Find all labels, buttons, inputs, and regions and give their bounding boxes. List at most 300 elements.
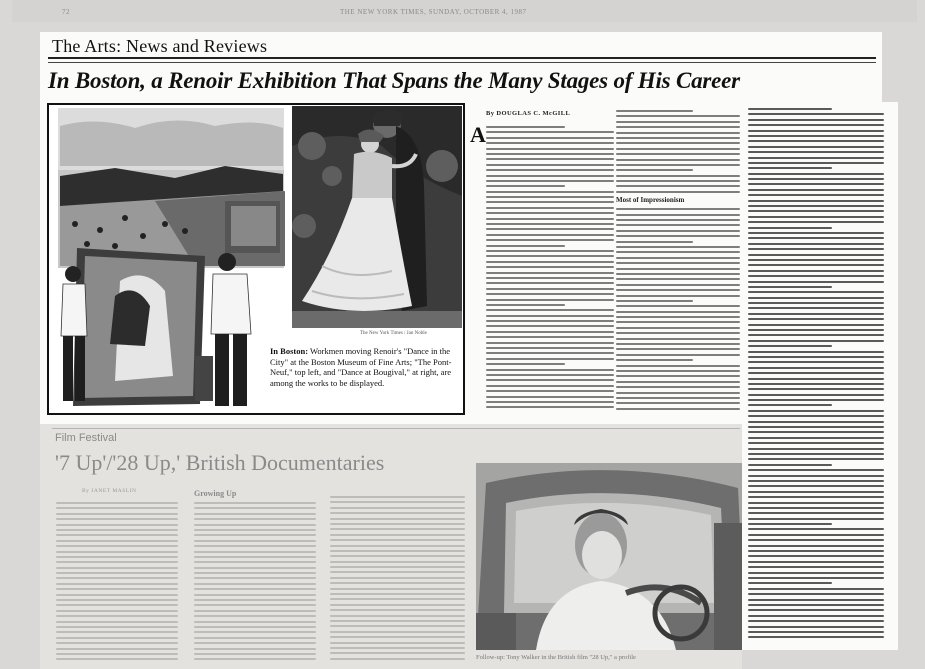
- text-line: [616, 408, 740, 410]
- lower-headline: '7 Up'/'28 Up,' British Documentaries: [55, 450, 385, 475]
- text-line: [56, 631, 178, 633]
- text-line: [616, 262, 740, 264]
- text-line: [748, 615, 884, 617]
- text-line: [486, 191, 614, 193]
- text-line: [748, 561, 884, 563]
- text-line: [194, 648, 316, 650]
- text-line: [486, 320, 614, 322]
- text-line: [616, 332, 740, 334]
- text-line: [194, 642, 316, 644]
- photo-caption: [270, 346, 460, 388]
- text-line: [330, 501, 465, 503]
- text-line: [56, 524, 178, 526]
- text-line: [486, 137, 614, 139]
- lower-kicker: Film Festival: [55, 432, 117, 444]
- text-line: [616, 219, 740, 221]
- text-line: [748, 372, 884, 374]
- text-line: [748, 539, 884, 541]
- text-line: [616, 289, 740, 291]
- text-line: [616, 164, 740, 166]
- text-line: [194, 658, 316, 660]
- text-line: [56, 567, 178, 569]
- text-line: [56, 626, 178, 628]
- text-line: [486, 164, 614, 166]
- text-line: [194, 588, 316, 590]
- lower-text-column-3: [330, 496, 465, 662]
- text-line: [616, 115, 740, 117]
- text-line: [616, 278, 740, 280]
- text-line: [486, 148, 614, 150]
- text-line: [330, 555, 465, 557]
- text-line: [748, 210, 884, 212]
- text-line: [748, 534, 884, 536]
- text-line: [748, 464, 832, 466]
- text-line: [748, 469, 884, 471]
- text-line: [486, 158, 614, 160]
- text-line: [748, 237, 884, 239]
- text-line: [748, 599, 884, 601]
- text-line: [194, 626, 316, 628]
- text-line: [486, 223, 614, 225]
- text-line: [330, 518, 465, 520]
- text-line: [748, 437, 884, 439]
- text-line: [748, 404, 832, 406]
- text-line: [330, 642, 465, 644]
- text-line: [330, 523, 465, 525]
- text-line: [330, 598, 465, 600]
- text-line: [748, 227, 832, 229]
- text-line: [748, 421, 884, 423]
- text-line: [56, 658, 178, 660]
- text-line: [616, 257, 740, 259]
- text-line: [486, 126, 565, 128]
- text-line: [748, 173, 884, 175]
- text-line: [748, 318, 884, 320]
- text-line: [748, 340, 884, 342]
- text-line: [748, 248, 884, 250]
- text-line: [56, 637, 178, 639]
- text-line: [748, 183, 884, 185]
- text-line: [486, 336, 614, 338]
- text-line: [616, 191, 740, 193]
- text-line: [748, 518, 884, 520]
- text-line: [748, 604, 884, 606]
- text-line: [330, 593, 465, 595]
- masthead-line: THE NEW YORK TIMES, SUNDAY, OCTOBER 4, 1987: [340, 8, 527, 16]
- text-line: [748, 367, 884, 369]
- text-line: [56, 604, 178, 606]
- lower-text-column-2: [194, 502, 316, 662]
- text-line: [194, 631, 316, 633]
- text-line: [748, 491, 884, 493]
- text-line: [330, 561, 465, 563]
- text-line: [748, 572, 884, 574]
- text-line: [748, 496, 884, 498]
- text-line: [194, 540, 316, 542]
- text-line: [616, 132, 740, 134]
- text-line: [616, 300, 693, 302]
- text-line: [748, 545, 884, 547]
- text-line: [748, 588, 884, 590]
- text-line: [56, 572, 178, 574]
- text-line: [486, 234, 614, 236]
- text-line: [616, 305, 740, 307]
- text-line: [486, 390, 614, 392]
- text-line: [194, 556, 316, 558]
- text-line: [616, 230, 740, 232]
- text-line: [748, 528, 884, 530]
- text-line: [56, 615, 178, 617]
- text-line: [748, 453, 884, 455]
- text-line: [486, 304, 565, 306]
- text-line: [194, 518, 316, 520]
- text-line: [748, 146, 884, 148]
- text-line: [616, 381, 740, 383]
- text-line: [748, 383, 884, 385]
- text-line: [748, 291, 884, 293]
- car-photo-caption: Follow-up: Tony Walker in the British film "28 Up," a profile: [476, 654, 636, 661]
- text-line: [486, 228, 614, 230]
- text-line: [748, 577, 884, 579]
- text-line: [486, 175, 614, 177]
- text-line: [486, 342, 614, 344]
- text-line: [486, 385, 614, 387]
- text-line: [616, 273, 740, 275]
- text-line: [194, 621, 316, 623]
- text-line: [330, 604, 465, 606]
- text-line: [330, 615, 465, 617]
- text-line: [56, 540, 178, 542]
- text-line: [486, 347, 614, 349]
- text-line: [194, 583, 316, 585]
- text-line: [194, 572, 316, 574]
- text-line: [616, 137, 740, 139]
- text-line: [748, 130, 884, 132]
- text-line: [56, 502, 178, 504]
- text-line: [486, 255, 614, 257]
- text-line: [748, 221, 884, 223]
- text-line: [748, 345, 832, 347]
- text-line: [330, 577, 465, 579]
- text-line: [194, 567, 316, 569]
- text-line: [616, 126, 740, 128]
- text-line: [748, 194, 884, 196]
- text-line: [616, 153, 740, 155]
- text-line: [748, 297, 884, 299]
- text-line: [56, 594, 178, 596]
- text-line: [748, 307, 884, 309]
- text-line: [56, 561, 178, 563]
- section-rule: [48, 57, 876, 59]
- text-line: [56, 551, 178, 553]
- text-line: [616, 180, 740, 182]
- text-line: [330, 631, 465, 633]
- section-rule-thin: [48, 62, 876, 63]
- article-subhead: Most of Impressionism: [616, 196, 685, 205]
- text-line: [194, 599, 316, 601]
- text-line: [486, 331, 614, 333]
- text-line: [330, 566, 465, 568]
- text-line: [748, 232, 884, 234]
- text-line: [616, 185, 740, 187]
- text-line: [616, 284, 740, 286]
- text-line: [616, 365, 740, 367]
- text-line: [56, 545, 178, 547]
- text-line: [330, 582, 465, 584]
- article-byline: By DOUGLAS C. McGILL: [486, 110, 571, 117]
- text-line: [194, 513, 316, 515]
- text-line: [748, 124, 884, 126]
- text-line: [748, 270, 884, 272]
- text-line: [616, 159, 740, 161]
- text-line: [616, 214, 740, 216]
- text-line: [194, 561, 316, 563]
- text-line: [748, 356, 884, 358]
- text-line: [748, 566, 884, 568]
- text-line: [748, 135, 884, 137]
- text-line: [748, 550, 884, 552]
- text-line: [616, 241, 693, 243]
- text-line: [194, 551, 316, 553]
- text-line: [194, 507, 316, 509]
- text-line: [330, 496, 465, 498]
- text-line: [748, 167, 832, 169]
- text-line: [748, 254, 884, 256]
- text-line: [616, 148, 740, 150]
- text-line: [486, 299, 614, 301]
- text-line: [486, 185, 565, 187]
- text-line: [616, 121, 740, 123]
- text-line: [56, 556, 178, 558]
- text-line: [748, 334, 884, 336]
- text-line: [330, 620, 465, 622]
- text-line: [616, 343, 740, 345]
- text-line: [748, 502, 884, 504]
- text-line: [56, 518, 178, 520]
- text-line: [486, 325, 614, 327]
- text-line: [486, 180, 614, 182]
- article-headline: In Boston, a Renoir Exhibition That Spans the Many Stages of His Career: [48, 68, 740, 93]
- text-line: [748, 275, 884, 277]
- text-line: [330, 539, 465, 541]
- text-line: [748, 442, 884, 444]
- text-line: [56, 583, 178, 585]
- text-line: [748, 609, 884, 611]
- text-line: [330, 652, 465, 654]
- text-line: [748, 151, 884, 153]
- text-line: [748, 415, 884, 417]
- text-line: [56, 507, 178, 509]
- text-line: [330, 647, 465, 649]
- text-line: [56, 599, 178, 601]
- text-line: [748, 458, 884, 460]
- text-column-3: [748, 108, 884, 646]
- text-line: [748, 259, 884, 261]
- text-line: [486, 196, 614, 198]
- text-line: [194, 545, 316, 547]
- text-line: [616, 295, 740, 297]
- text-line: [748, 378, 884, 380]
- car-photo: [476, 463, 746, 650]
- text-line: [486, 352, 614, 354]
- text-line: [748, 281, 884, 283]
- text-line: [748, 555, 884, 557]
- photo-credit: The New York Times / Jan Noble: [360, 331, 427, 336]
- text-line: [486, 401, 614, 403]
- text-line: [616, 246, 740, 248]
- text-line: [748, 313, 884, 315]
- text-line: [330, 534, 465, 536]
- text-line: [194, 615, 316, 617]
- text-line: [486, 369, 614, 371]
- text-line: [748, 205, 884, 207]
- text-line: [194, 594, 316, 596]
- text-line: [748, 523, 832, 525]
- text-line: [748, 108, 832, 110]
- text-line: [748, 507, 884, 509]
- text-line: [486, 207, 614, 209]
- text-line: [748, 512, 884, 514]
- text-line: [330, 512, 465, 514]
- text-line: [330, 625, 465, 627]
- text-line: [56, 534, 178, 536]
- text-line: [748, 324, 884, 326]
- text-line: [616, 386, 740, 388]
- text-line: [330, 528, 465, 530]
- text-line: [330, 636, 465, 638]
- text-line: [486, 282, 614, 284]
- text-line: [56, 610, 178, 612]
- text-line: [486, 239, 614, 241]
- text-column-2: [616, 110, 740, 420]
- text-line: [330, 545, 465, 547]
- text-line: [486, 293, 614, 295]
- text-line: [616, 142, 740, 144]
- lower-sidebar-title: Growing Up: [194, 489, 237, 498]
- text-line: [748, 480, 884, 482]
- text-line: [616, 321, 740, 323]
- text-line: [748, 448, 884, 450]
- text-line: [56, 588, 178, 590]
- text-line: [194, 604, 316, 606]
- text-line: [616, 359, 693, 361]
- text-line: [748, 157, 884, 159]
- text-line: [194, 502, 316, 504]
- text-line: [486, 374, 614, 376]
- text-line: [748, 582, 832, 584]
- text-line: [748, 286, 832, 288]
- photo-caption-body: Workmen moving Renoir's "Dance in the City" at the Boston Museum of Fine Arts; "The Pont-Neuf," top left, and "Dance at Bougival," at right, are among the works to be displayed.: [270, 346, 452, 388]
- text-line: [748, 475, 884, 477]
- text-line: [748, 388, 884, 390]
- text-line: [194, 529, 316, 531]
- text-line: [616, 311, 740, 313]
- text-line: [748, 302, 884, 304]
- text-line: [616, 110, 693, 112]
- text-line: [486, 288, 614, 290]
- text-line: [616, 251, 740, 253]
- text-line: [748, 394, 884, 396]
- text-line: [616, 375, 740, 377]
- text-line: [616, 348, 740, 350]
- text-line: [748, 189, 884, 191]
- page-number: 72: [62, 8, 70, 16]
- text-line: [748, 351, 884, 353]
- text-line: [330, 609, 465, 611]
- text-line: [486, 131, 614, 133]
- text-line: [748, 485, 884, 487]
- lower-rule: [52, 428, 740, 429]
- text-line: [616, 268, 740, 270]
- text-line: [486, 363, 565, 365]
- text-line: [748, 162, 884, 164]
- text-line: [56, 513, 178, 515]
- text-line: [748, 216, 884, 218]
- text-line: [748, 200, 884, 202]
- text-line: [748, 631, 884, 633]
- text-line: [486, 201, 614, 203]
- text-line: [330, 507, 465, 509]
- text-line: [330, 571, 465, 573]
- text-line: [616, 397, 740, 399]
- text-line: [616, 224, 740, 226]
- text-line: [748, 431, 884, 433]
- text-line: [486, 261, 614, 263]
- text-line: [56, 621, 178, 623]
- text-line: [616, 370, 740, 372]
- photo-caption-lead: In Boston:: [270, 346, 309, 356]
- text-line: [486, 406, 614, 408]
- text-line: [486, 245, 565, 247]
- text-line: [486, 315, 614, 317]
- text-line: [486, 142, 614, 144]
- text-line: [486, 277, 614, 279]
- text-line: [486, 309, 614, 311]
- text-line: [748, 626, 884, 628]
- text-line: [56, 577, 178, 579]
- text-line: [486, 266, 614, 268]
- text-column-1: [486, 126, 614, 416]
- text-line: [748, 264, 884, 266]
- text-line: [486, 212, 614, 214]
- dance-at-bougival-photo: [292, 106, 462, 328]
- text-line: [194, 610, 316, 612]
- lower-byline: By JANET MASLIN: [82, 488, 137, 494]
- text-line: [486, 250, 614, 252]
- text-line: [616, 402, 740, 404]
- text-line: [194, 524, 316, 526]
- text-line: [748, 399, 884, 401]
- text-line: [56, 653, 178, 655]
- text-line: [748, 636, 884, 638]
- text-line: [56, 642, 178, 644]
- text-line: [748, 113, 884, 115]
- text-line: [194, 653, 316, 655]
- text-line: [616, 316, 740, 318]
- text-line: [330, 588, 465, 590]
- text-line: [194, 577, 316, 579]
- text-line: [616, 327, 740, 329]
- text-line: [330, 550, 465, 552]
- text-line: [486, 272, 614, 274]
- text-line: [56, 529, 178, 531]
- text-line: [194, 534, 316, 536]
- text-line: [486, 153, 614, 155]
- text-line: [616, 392, 740, 394]
- text-line: [748, 620, 884, 622]
- text-line: [486, 379, 614, 381]
- text-line: [486, 169, 614, 171]
